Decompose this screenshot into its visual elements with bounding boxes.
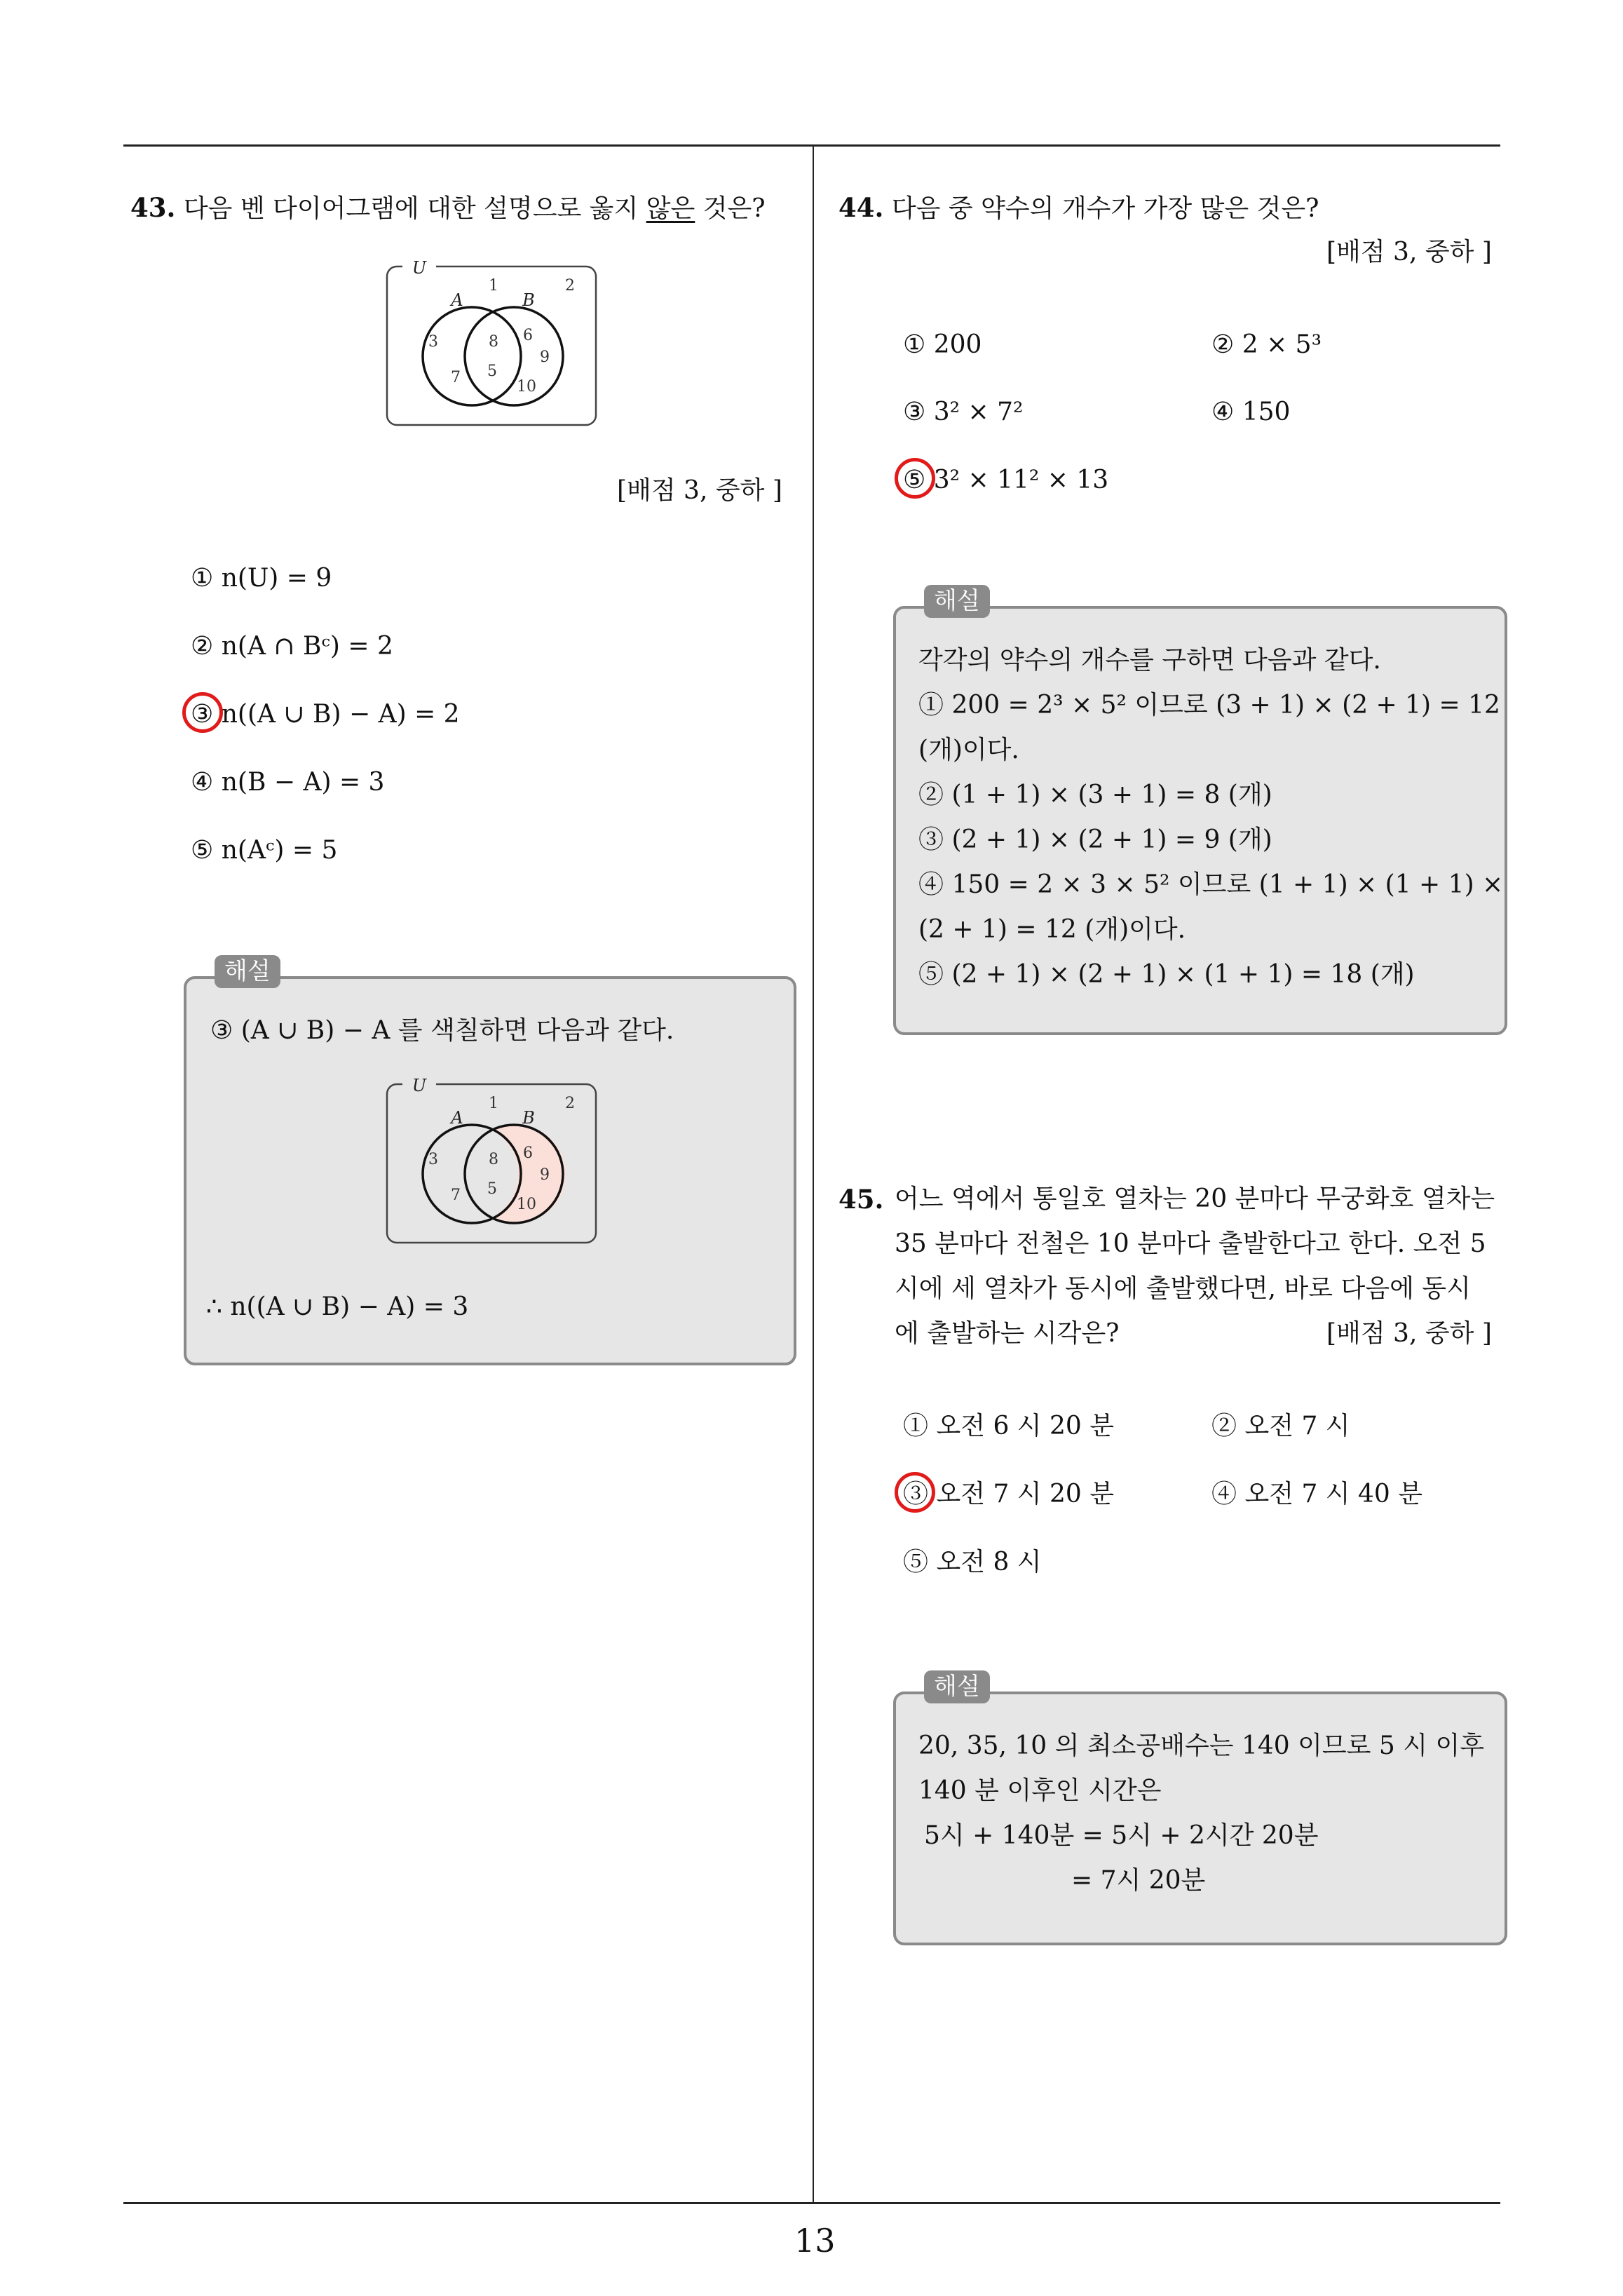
- column-divider: [813, 144, 814, 2202]
- top-rule: [123, 144, 1500, 147]
- q43-score: [배점 3, 중하 ]: [617, 476, 782, 505]
- bottom-rule: [123, 2202, 1500, 2204]
- q44-number: 44.: [838, 192, 884, 223]
- q45-solution-line-3: 5시 + 140분 = 5시 + 2시간 20분: [924, 1821, 1319, 1850]
- q45-solution-line-1: 20, 35, 10 의 최소공배수는 140 이므로 5 시 이후: [918, 1731, 1485, 1760]
- q45-choice-3[interactable]: ③ 오전 7 시 20 분: [903, 1480, 1115, 1508]
- q43-choice-2[interactable]: ② n(A ∩ Bᶜ) = 2: [191, 632, 393, 661]
- svg-text:9: 9: [540, 1166, 550, 1184]
- venn-outside-1: 1: [489, 277, 498, 295]
- q44-choice-5[interactable]: ⑤ 3² × 11² × 13: [903, 466, 1109, 494]
- svg-text:6: 6: [523, 1144, 533, 1162]
- svg-text:8: 8: [489, 1151, 498, 1168]
- q43-number: 43.: [130, 192, 176, 223]
- svg-text:2: 2: [565, 1095, 575, 1112]
- q43-choice-1[interactable]: ① n(U) = 9: [191, 564, 332, 593]
- q45-choice-5[interactable]: ⑤ 오전 8 시: [903, 1548, 1042, 1576]
- q44-solution-line-2: ① 200 = 2³ × 5² 이므로 (3 + 1) × (2 + 1) = 12: [918, 691, 1500, 720]
- q44-solution-line-8: ⑤ (2 + 1) × (2 + 1) × (1 + 1) = 18 (개): [918, 960, 1415, 989]
- q43-solution-badge: 해설: [215, 955, 280, 988]
- venn-outside-2: 2: [565, 277, 575, 295]
- q43-solution-venn: [384, 1073, 599, 1245]
- q44-answer-mark: [895, 458, 935, 499]
- q45-text-line-2: 35 분마다 전철은 10 분마다 출발한다고 한다. 오전 5: [895, 1229, 1486, 1258]
- q44-choice-2[interactable]: ② 2 × 5³: [1211, 330, 1322, 359]
- q44-solution-badge: 해설: [924, 585, 990, 618]
- q45-number: 45.: [838, 1184, 884, 1215]
- q43-solution-line1: ③ (A ∪ B) − A 를 색칠하면 다음과 같다.: [210, 1016, 674, 1045]
- q44-choice-4[interactable]: ④ 150: [1211, 398, 1291, 426]
- q45-text-line-3: 시에 세 열차가 동시에 출발했다면, 바로 다음에 동시: [895, 1274, 1471, 1303]
- venn-label-b: B: [522, 290, 535, 310]
- q44-solution-line-7: (2 + 1) = 12 (개)이다.: [918, 915, 1186, 944]
- q44-solution-line-1: 각각의 약수의 개수를 구하면 다음과 같다.: [918, 646, 1381, 675]
- q45-text-line-1: 어느 역에서 통일호 열차는 20 분마다 무궁화호 열차는: [895, 1184, 1495, 1213]
- svg-text:10: 10: [517, 1196, 536, 1213]
- q43-text-underlined: 않은: [646, 194, 695, 223]
- q44-choice-3[interactable]: ③ 3² × 7²: [903, 398, 1024, 426]
- q44-score: [배점 3, 중하 ]: [1326, 238, 1492, 266]
- q45-solution-line-2: 140 분 이후인 시간은: [918, 1776, 1162, 1805]
- venn-ab-5: 5: [487, 363, 497, 380]
- venn-b-10: 10: [517, 378, 536, 396]
- q43-choice-4[interactable]: ④ n(B − A) = 3: [191, 768, 385, 797]
- venn-b-9: 9: [540, 349, 550, 366]
- svg-text:U: U: [412, 1076, 427, 1095]
- q44-solution-line-3: (개)이다.: [918, 736, 1019, 764]
- svg-text:1: 1: [489, 1095, 498, 1112]
- svg-text:5: 5: [487, 1180, 497, 1198]
- venn-a-7: 7: [451, 369, 461, 386]
- q45-text-line-4: 에 출발하는 시각은?: [895, 1319, 1120, 1348]
- q45-choice-2[interactable]: ② 오전 7 시: [1211, 1412, 1350, 1440]
- q44-choice-1[interactable]: ① 200: [903, 330, 982, 359]
- q43-text-after: 것은?: [695, 194, 766, 223]
- q44-text: 다음 중 약수의 개수가 가장 많은 것은?: [891, 194, 1319, 223]
- q43-answer-mark: [182, 692, 223, 733]
- q45-choice-4[interactable]: ④ 오전 7 시 40 분: [1211, 1480, 1423, 1508]
- q45-score: [배점 3, 중하 ]: [1326, 1319, 1492, 1348]
- svg-text:7: 7: [451, 1187, 461, 1204]
- q45-solution-box: [893, 1691, 1507, 1945]
- q43-venn-diagram: [384, 255, 599, 428]
- q45-choice-1[interactable]: ① 오전 6 시 20 분: [903, 1412, 1115, 1440]
- venn-b-6: 6: [523, 327, 533, 344]
- venn-universe-label: U: [412, 258, 427, 278]
- q44-solution-line-4: ② (1 + 1) × (3 + 1) = 8 (개): [918, 781, 1272, 809]
- svg-text:3: 3: [428, 1151, 438, 1168]
- svg-text:B: B: [522, 1108, 535, 1128]
- q43-choice-3[interactable]: ③ n((A ∪ B) − A) = 2: [191, 700, 460, 729]
- svg-text:A: A: [451, 1108, 463, 1128]
- q44-solution-line-6: ④ 150 = 2 × 3 × 5² 이므로 (1 + 1) × (1 + 1) ×: [918, 870, 1504, 899]
- q45-solution-badge: 해설: [924, 1670, 990, 1703]
- q45-answer-mark: [895, 1472, 935, 1513]
- q44-solution-line-5: ③ (2 + 1) × (2 + 1) = 9 (개): [918, 825, 1272, 854]
- q45-solution-line-4: = 7시 20분: [1071, 1866, 1206, 1895]
- venn-ab-8: 8: [489, 333, 498, 351]
- venn-label-a: A: [451, 290, 463, 310]
- q43-choice-5[interactable]: ⑤ n(Aᶜ) = 5: [191, 836, 338, 865]
- q43-text-before: 다음 벤 다이어그램에 대한 설명으로 옳지: [183, 194, 646, 223]
- q43-stem: [130, 192, 766, 223]
- q43-solution-conclusion: ∴ n((A ∪ B) − A) = 3: [206, 1292, 469, 1321]
- page-number: 13: [794, 2222, 836, 2260]
- q44-stem: [838, 192, 1319, 223]
- venn-a-3: 3: [428, 333, 438, 351]
